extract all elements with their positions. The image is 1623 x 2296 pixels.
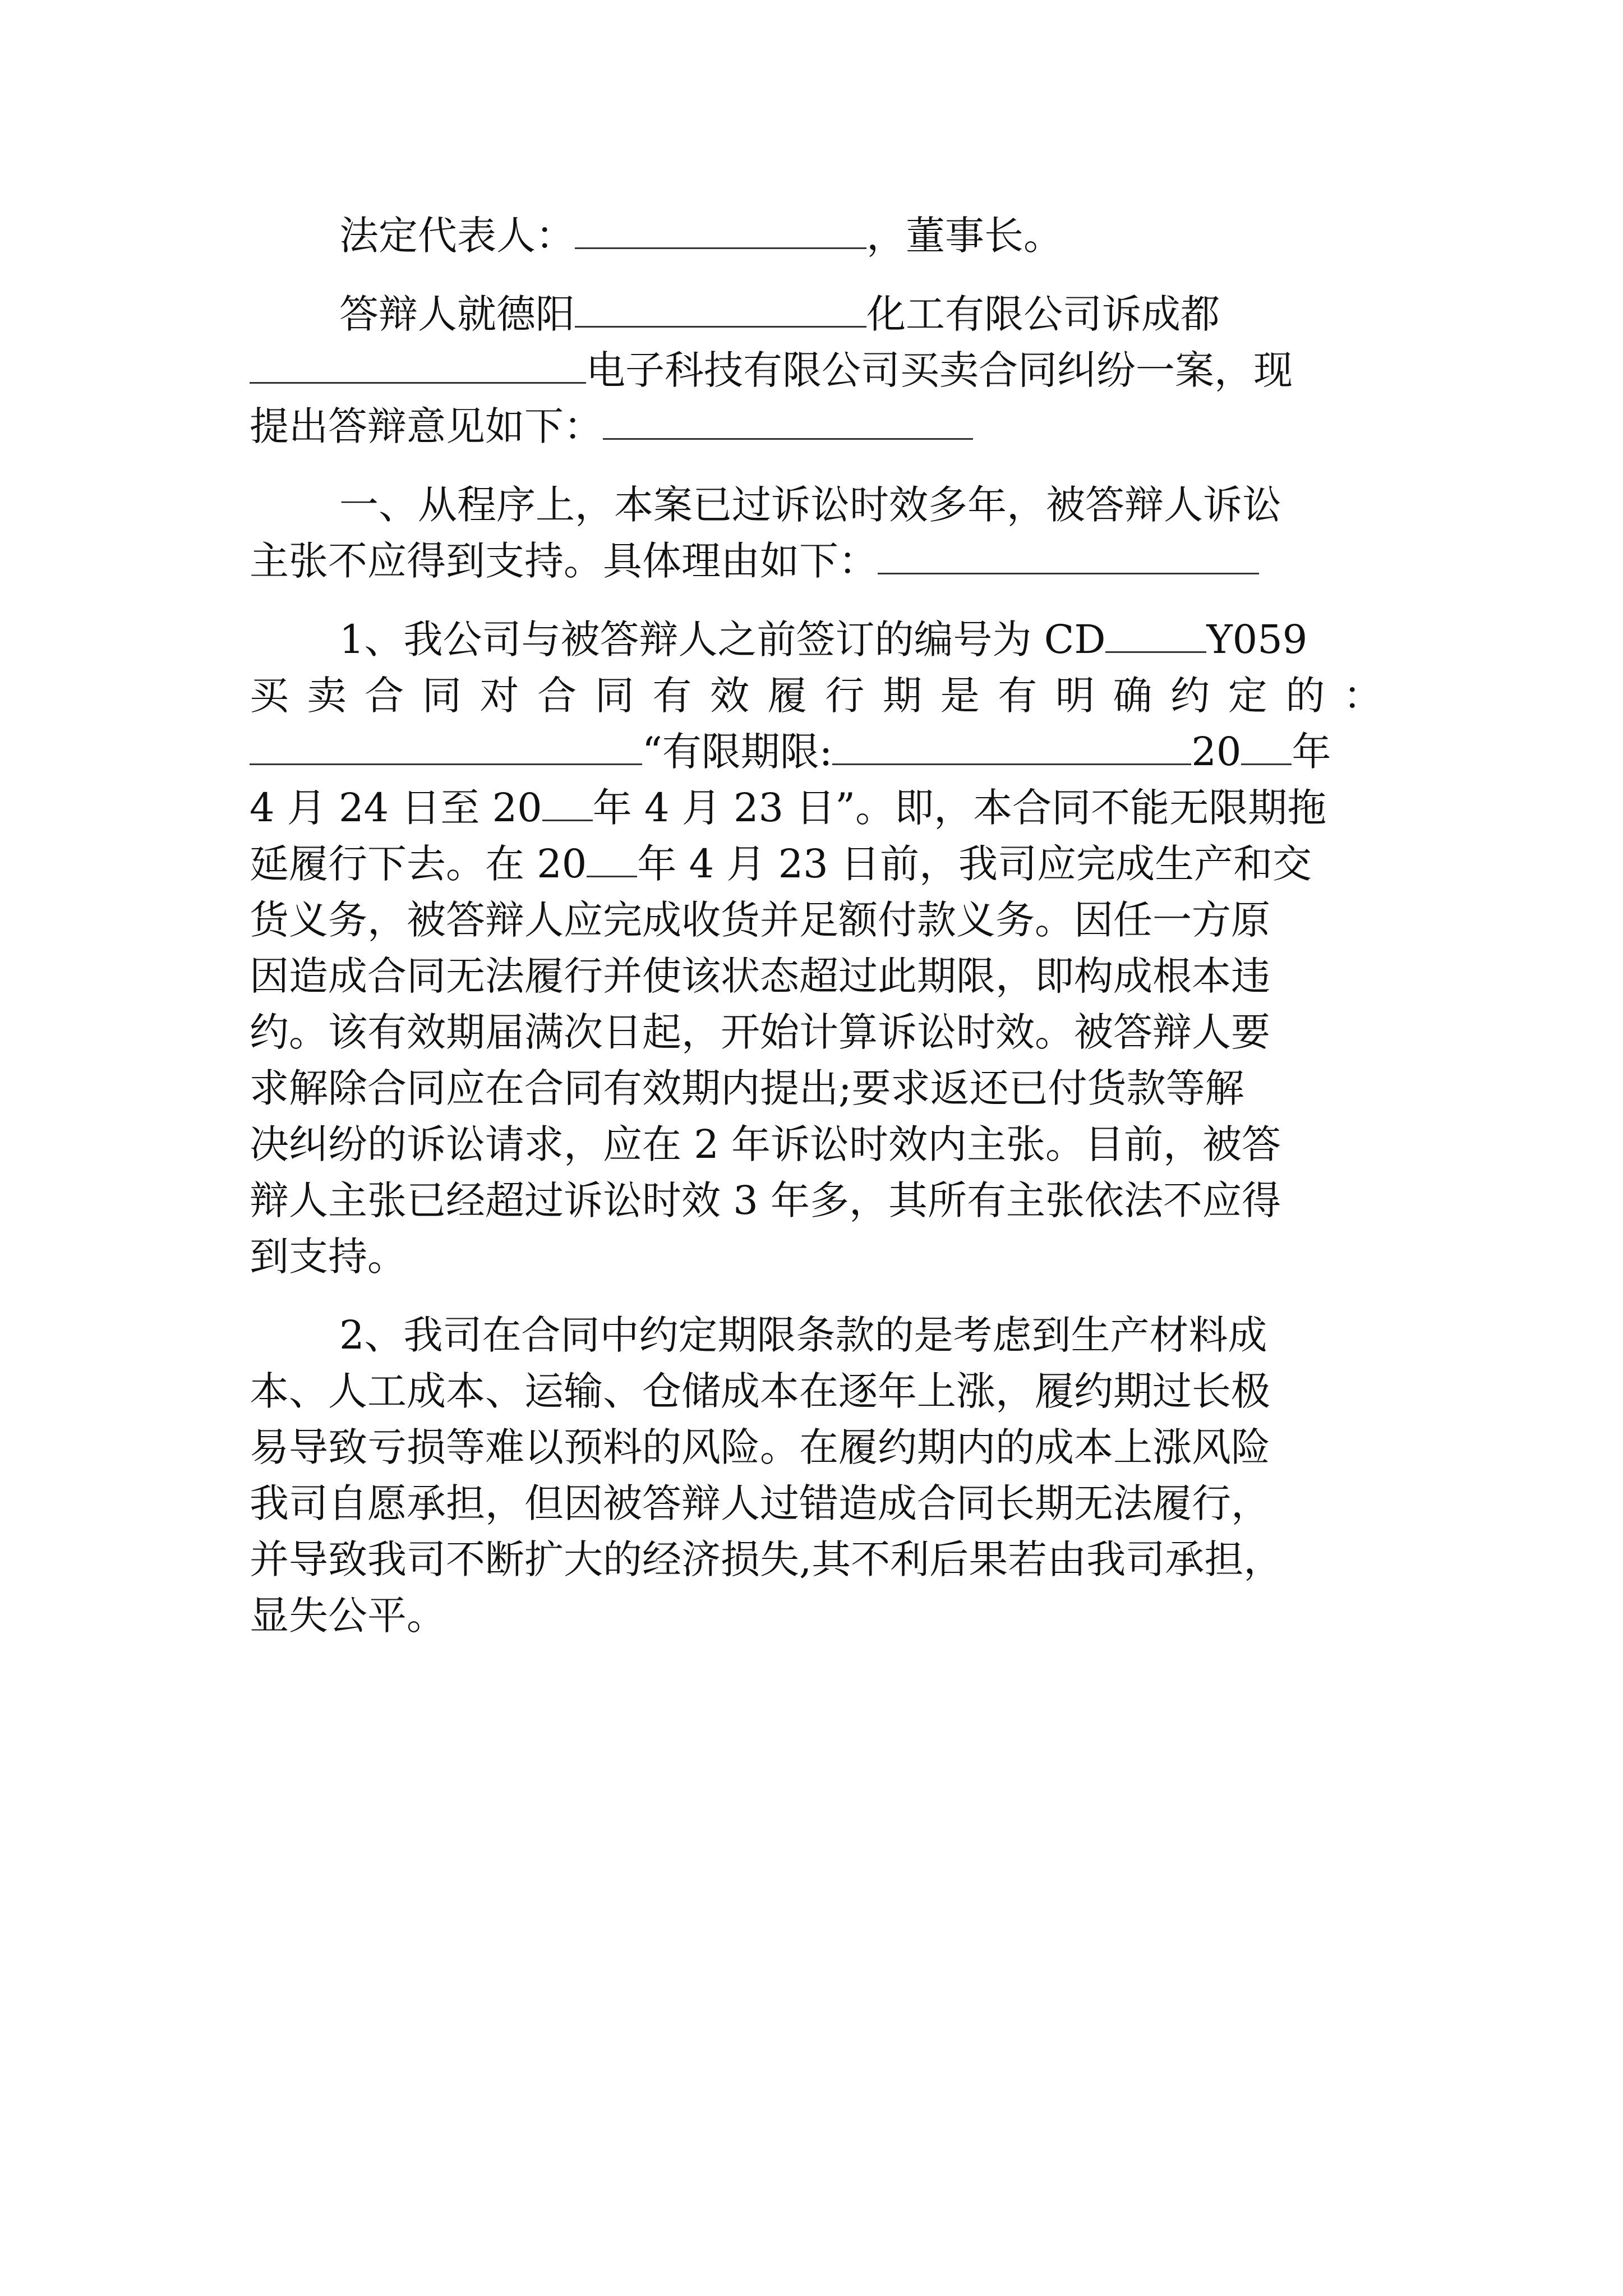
text-segment: 显失公平。 — [250, 1593, 446, 1639]
paragraph-line — [250, 1307, 1382, 1363]
text-segment: 20 — [1191, 729, 1242, 775]
paragraph-line — [250, 1475, 1382, 1531]
paragraph-line — [250, 1531, 1382, 1588]
line-respondent-statement — [250, 286, 1382, 342]
text-segment: 法定代表人： — [339, 213, 575, 259]
paragraph-line — [250, 1116, 1382, 1172]
fill-in-blank — [587, 842, 637, 877]
text-segment: 本、人工成本、运输、仓储成本在逐年上涨，履约期过长极 — [250, 1368, 1270, 1414]
paragraph-line — [250, 1228, 1382, 1285]
fill-in-blank — [575, 292, 866, 328]
text-segment: 因造成合同无法履行并使该状态超过此期限，即构成根本违 — [250, 953, 1270, 999]
fill-in-blank — [250, 348, 586, 384]
paragraph-line — [250, 1004, 1382, 1060]
paragraph-line — [250, 892, 1382, 948]
paragraph-line — [250, 780, 1382, 836]
paragraph-line — [250, 1060, 1382, 1116]
text-segment: 到支持。 — [250, 1234, 407, 1280]
text-segment: Y059 — [1206, 616, 1308, 662]
text-segment: 买卖合同对合同有效履行期是有明确约定的： — [250, 673, 1382, 719]
text-segment: 延履行下去。在 20 — [250, 841, 587, 887]
section-heading-procedure — [250, 477, 1382, 533]
text-segment: 2、我司在合同中约定期限条款的是考虑到生产材料成 — [339, 1312, 1267, 1358]
text-segment: 年 4 月 23 日”。即，本合同不能无限期拖 — [592, 785, 1327, 831]
text-segment: 约。该有效期届满次日起，开始计算诉讼时效。被答辩人要 — [250, 1009, 1270, 1055]
document-body — [250, 208, 1382, 1644]
fill-in-blank — [1241, 730, 1292, 765]
paragraph-line — [250, 948, 1382, 1004]
paragraph-line — [250, 611, 1382, 668]
text-segment: 并导致我司不断扩大的经济损失,其不利后果若由我司承担， — [250, 1536, 1283, 1582]
text-segment: 年 4 月 23 日前，我司应完成生产和交 — [637, 841, 1312, 887]
text-segment: 1、我公司与被答辩人之前签订的编号为 CD — [339, 616, 1106, 662]
paragraph-line — [250, 342, 1382, 398]
fill-in-blank — [603, 404, 973, 440]
text-segment: 我司自愿承担，但因被答辩人过错造成合同长期无法履行， — [250, 1480, 1270, 1526]
fill-in-blank — [575, 214, 866, 249]
text-segment: “有限期限: — [642, 729, 833, 775]
line-legal-representative — [250, 208, 1382, 264]
fill-in-blank — [832, 730, 1191, 765]
text-segment: 化工有限公司诉成都 — [866, 291, 1220, 337]
text-segment: 提出答辩意见如下： — [250, 403, 603, 449]
paragraph-line — [250, 668, 1382, 724]
text-segment: ，董事长。 — [866, 213, 1063, 259]
fill-in-blank — [1105, 618, 1206, 653]
paragraph-line — [250, 836, 1382, 892]
fill-in-blank — [542, 786, 593, 821]
text-segment: 货义务，被答辩人应完成收货并足额付款义务。因任一方原 — [250, 897, 1270, 943]
text-segment: 年 — [1292, 729, 1331, 775]
text-segment: 一、从程序上，本案已过诉讼时效多年，被答辩人诉讼 — [339, 482, 1281, 528]
text-segment: 辩人主张已经超过诉讼时效 3 年多，其所有主张依法不应得 — [250, 1177, 1281, 1223]
paragraph-line — [250, 1363, 1382, 1419]
text-segment: 求解除合同应在合同有效期内提出;要求返还已付货款等解 — [250, 1065, 1244, 1111]
paragraph-line — [250, 1588, 1382, 1644]
text-segment: 答辩人就德阳 — [339, 291, 575, 337]
paragraph-line — [250, 1419, 1382, 1475]
text-segment: 决纠纷的诉讼请求，应在 2 年诉讼时效内主张。目前，被答 — [250, 1121, 1281, 1167]
paragraph-line — [250, 724, 1382, 780]
fill-in-blank — [250, 730, 642, 765]
paragraph-line — [250, 398, 1382, 454]
text-segment: 易导致亏损等难以预料的风险。在履约期内的成本上涨风险 — [250, 1424, 1270, 1470]
text-segment: 电子科技有限公司买卖合同纠纷一案，现 — [586, 347, 1293, 393]
text-segment: 主张不应得到支持。具体理由如下： — [250, 538, 878, 584]
fill-in-blank — [878, 539, 1259, 574]
paragraph-line — [250, 1172, 1382, 1228]
paragraph-line — [250, 533, 1382, 589]
text-segment: 4 月 24 日至 20 — [250, 785, 542, 831]
